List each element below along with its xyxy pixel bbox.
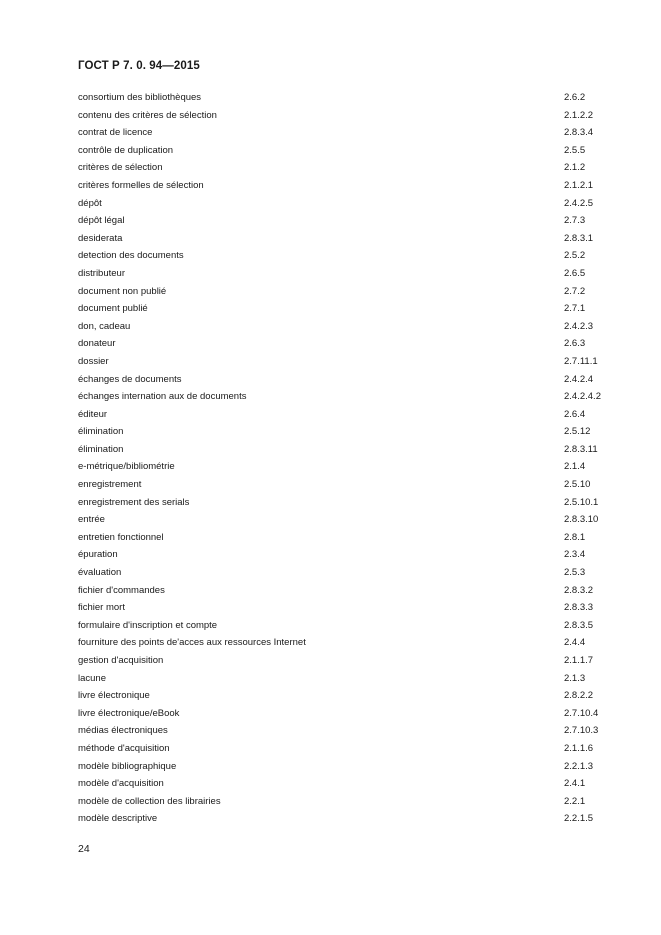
index-term: évaluation <box>78 567 122 579</box>
index-entry <box>78 564 618 582</box>
index-reference-number: 2.4.2.5 <box>564 197 594 209</box>
index-term: e-métrique/bibliométrie <box>78 461 175 473</box>
index-term: formulaire d'inscription et compte <box>78 619 218 631</box>
index-reference-number: 2.8.3.2 <box>564 584 594 596</box>
index-term: fichier d'commandes <box>78 584 165 596</box>
index-term: fourniture des points de'acces aux ressources Internet <box>78 637 306 649</box>
index-term: enregistrement des serials <box>78 496 190 508</box>
index-entry <box>78 195 618 213</box>
index-reference-number: 2.5.3 <box>564 567 586 579</box>
index-reference-number: 2.1.4 <box>564 461 586 473</box>
index-term: modèle de collection des librairies <box>78 795 221 807</box>
index-term: lacune <box>78 672 106 684</box>
term-index-list <box>78 89 618 828</box>
index-entry <box>78 335 618 353</box>
index-entry <box>78 247 618 265</box>
index-entry <box>78 775 618 793</box>
index-reference-number: 2.4.2.4 <box>564 373 594 385</box>
index-entry <box>78 265 618 283</box>
index-entry <box>78 423 618 441</box>
index-term: dépôt légal <box>78 215 125 227</box>
index-reference-number: 2.5.2 <box>564 250 586 262</box>
index-entry <box>78 511 618 529</box>
index-reference-number: 2.4.2.4.2 <box>564 391 601 403</box>
index-entry <box>78 810 618 828</box>
index-term: élimination <box>78 426 124 438</box>
index-reference-number: 2.8.3.1 <box>564 232 594 244</box>
index-entry <box>78 142 618 160</box>
index-reference-number: 2.2.1.3 <box>564 760 594 772</box>
index-entry <box>78 458 618 476</box>
index-term: échanges de documents <box>78 373 182 385</box>
index-term: document publié <box>78 303 148 315</box>
index-term: échanges internation aux de documents <box>78 391 247 403</box>
index-term: modèle d'acquisition <box>78 778 164 790</box>
index-reference-number: 2.8.1 <box>564 531 586 543</box>
index-reference-number: 2.7.10.4 <box>564 707 599 719</box>
index-reference-number: 2.1.2.1 <box>564 179 594 191</box>
index-reference-number: 2.7.3 <box>564 215 586 227</box>
index-term: document non publié <box>78 285 167 297</box>
index-reference-number: 2.3.4 <box>564 549 586 561</box>
index-term: éditeur <box>78 408 108 420</box>
index-reference-number: 2.7.11.1 <box>564 355 598 367</box>
page-number: 24 <box>78 843 90 855</box>
index-reference-number: 2.8.3.10 <box>564 514 599 526</box>
standard-designation: ГОСТ Р 7. 0. 94—2015 <box>78 60 200 72</box>
index-entry <box>78 230 618 248</box>
index-reference-number: 2.8.3.4 <box>564 127 594 139</box>
index-reference-number: 2.8.3.11 <box>564 443 598 455</box>
index-entry <box>78 476 618 494</box>
index-term: épuration <box>78 549 118 561</box>
index-reference-number: 2.6.4 <box>564 408 586 420</box>
index-reference-number: 2.7.2 <box>564 285 586 297</box>
index-entry <box>78 107 618 125</box>
index-term: contenu des critères de sélection <box>78 109 217 121</box>
index-term: donateur <box>78 338 116 350</box>
index-term: modèle descriptive <box>78 813 158 825</box>
index-entry <box>78 722 618 740</box>
index-reference-number: 2.2.1.5 <box>564 813 594 825</box>
index-entry <box>78 740 618 758</box>
index-reference-number: 2.2.1 <box>564 795 586 807</box>
index-entry <box>78 494 618 512</box>
index-entry <box>78 652 618 670</box>
index-term: contrat de licence <box>78 127 153 139</box>
index-reference-number: 2.1.2.2 <box>564 109 594 121</box>
index-term: médias électroniques <box>78 725 168 737</box>
index-reference-number: 2.5.12 <box>564 426 591 438</box>
index-entry <box>78 388 618 406</box>
index-term: enregistrement <box>78 479 142 491</box>
index-term: dépôt <box>78 197 102 209</box>
index-term: distributeur <box>78 267 125 279</box>
index-term: livre électronique <box>78 690 150 702</box>
index-entry <box>78 599 618 617</box>
index-reference-number: 2.8.2.2 <box>564 690 594 702</box>
index-entry <box>78 634 618 652</box>
index-entry <box>78 406 618 424</box>
index-term: modèle bibliographique <box>78 760 177 772</box>
index-entry <box>78 441 618 459</box>
index-entry <box>78 283 618 301</box>
index-reference-number: 2.1.1.7 <box>564 655 594 666</box>
index-entry <box>78 617 618 635</box>
index-term: don, cadeau <box>78 320 131 332</box>
index-entry <box>78 124 618 142</box>
index-term: méthode d'acquisition <box>78 742 170 754</box>
index-reference-number: 2.4.4 <box>564 637 586 649</box>
index-reference-number: 2.8.3.5 <box>564 619 594 631</box>
index-entry <box>78 159 618 177</box>
index-entry <box>78 546 618 564</box>
index-reference-number: 2.5.5 <box>564 144 586 156</box>
index-reference-number: 2.5.10.1 <box>564 496 599 508</box>
index-reference-number: 2.5.10 <box>564 479 591 491</box>
index-term: élimination <box>78 443 124 455</box>
index-entry <box>78 529 618 547</box>
index-entry <box>78 212 618 230</box>
index-reference-number: 2.1.2 <box>564 162 586 174</box>
index-entry <box>78 758 618 776</box>
index-entry <box>78 89 618 107</box>
index-term: desiderata <box>78 232 123 244</box>
index-term: consortium des bibliothèques <box>78 92 202 103</box>
index-reference-number: 2.7.10.3 <box>564 725 599 737</box>
index-reference-number: 2.4.2.3 <box>564 320 594 332</box>
index-term: fichier mort <box>78 602 125 614</box>
index-entry <box>78 705 618 723</box>
index-term: entrée <box>78 514 105 526</box>
index-reference-number: 2.4.1 <box>564 778 586 790</box>
index-entry <box>78 177 618 195</box>
index-term: entretien fonctionnel <box>78 531 164 543</box>
index-reference-number: 2.6.2 <box>564 92 586 103</box>
index-reference-number: 2.7.1 <box>564 303 586 315</box>
index-entry <box>78 793 618 811</box>
index-reference-number: 2.8.3.3 <box>564 602 594 614</box>
index-reference-number: 2.1.3 <box>564 672 586 684</box>
index-term: livre électronique/eBook <box>78 707 180 719</box>
index-reference-number: 2.6.5 <box>564 267 586 279</box>
index-reference-number: 2.6.3 <box>564 338 586 350</box>
index-term: contrôle de duplication <box>78 144 174 156</box>
index-entry <box>78 687 618 705</box>
index-entry <box>78 353 618 371</box>
index-reference-number: 2.1.1.6 <box>564 742 594 754</box>
index-term: gestion d'acquisition <box>78 655 164 666</box>
index-term: critères formelles de sélection <box>78 179 204 191</box>
index-term: detection des documents <box>78 250 184 262</box>
index-term: dossier <box>78 355 109 367</box>
index-entry <box>78 371 618 389</box>
index-entry <box>78 670 618 688</box>
index-entry <box>78 318 618 336</box>
index-entry <box>78 582 618 600</box>
index-entry <box>78 300 618 318</box>
index-term: critères de sélection <box>78 162 163 174</box>
